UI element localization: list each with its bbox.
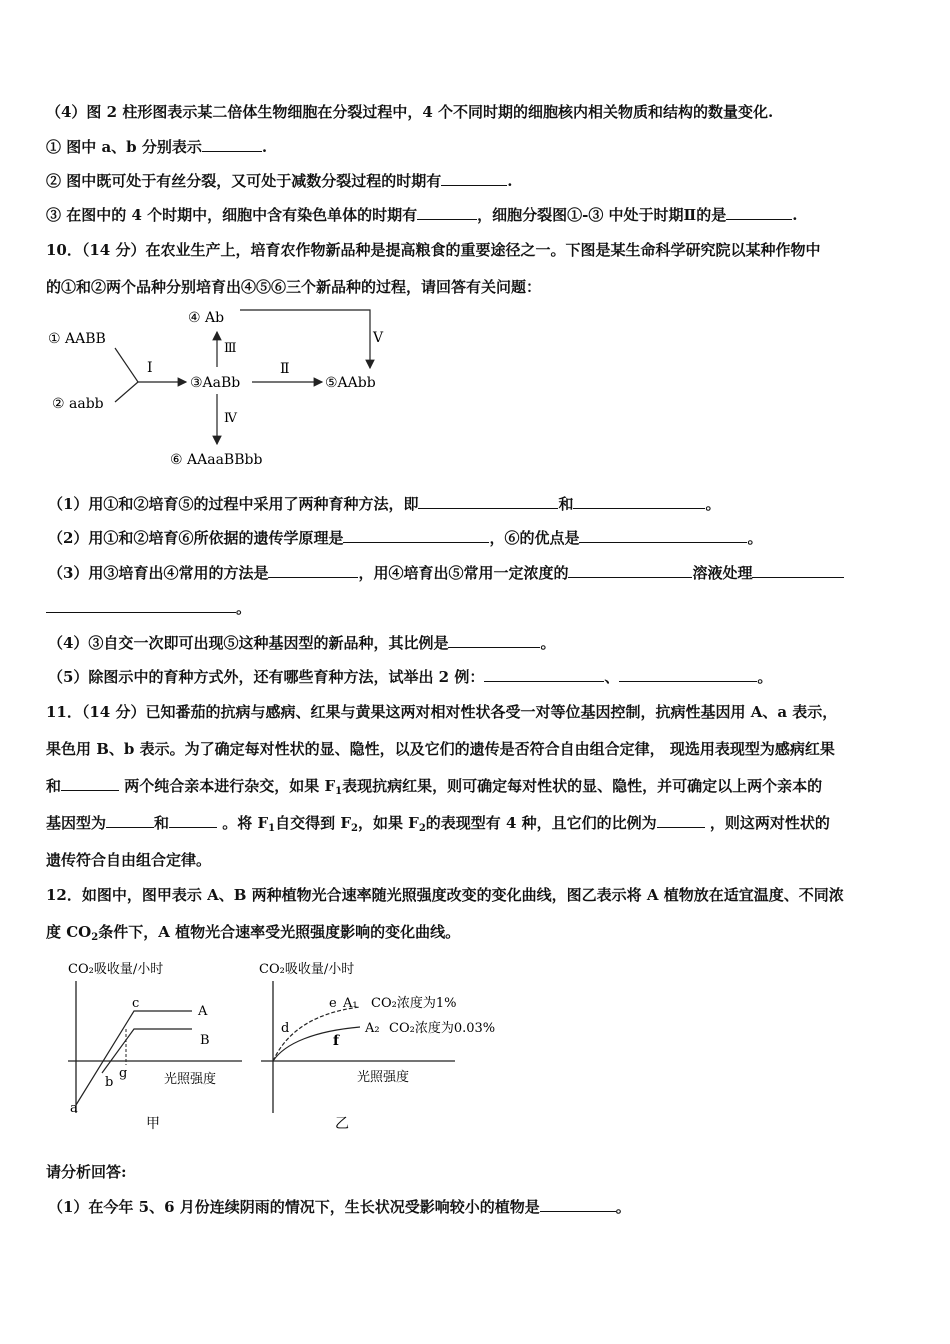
answer-blank[interactable] bbox=[484, 667, 604, 682]
answer-blank[interactable] bbox=[568, 563, 692, 578]
breeding-diagram bbox=[40, 300, 400, 472]
q10-sub3-end: 。 bbox=[236, 599, 252, 617]
q10-sub4-text: （4）③自交一次即可出现⑤这种基因型的新品种，其比例是 bbox=[48, 634, 449, 652]
yi-point-d: d bbox=[281, 1021, 290, 1036]
q11-line4-text: 基因型为 bbox=[46, 814, 107, 832]
q10-stem-line1: 10．（14 分）在农业生产上，培育农作物新品种是提高粮食的重要途径之一。下图是某生命科学研究院以某种作物中 bbox=[46, 241, 821, 259]
arrow-V bbox=[240, 310, 370, 368]
subscript: 1 bbox=[268, 823, 276, 834]
q9-line3-text: ③ 在图中的 4 个时期中，细胞中含有染色单体的时期有 bbox=[46, 206, 418, 224]
q10-sub3 bbox=[48, 563, 844, 583]
q9-line2-end: . bbox=[507, 172, 513, 190]
yi-A1: A₁ bbox=[343, 996, 358, 1011]
node-5: ⑤AAbb bbox=[325, 375, 376, 391]
jia-x-label: 光照强度 bbox=[164, 1072, 217, 1087]
jia-label-A: A bbox=[198, 1004, 208, 1019]
answer-blank[interactable] bbox=[441, 171, 507, 186]
q11-line3-text3: 表现抗病红果，则可确定每对性状的显、隐性，并可确定以上两个亲本的 bbox=[342, 777, 823, 795]
q10-sub3-text3: 溶液处理 bbox=[692, 564, 753, 582]
q11-line4-text4: ，如果 F bbox=[357, 814, 419, 832]
q10-sub4 bbox=[48, 633, 555, 653]
yi-point-f: f bbox=[333, 1033, 340, 1049]
jia-point-a: a bbox=[70, 1101, 78, 1116]
q11-line3 bbox=[46, 776, 822, 802]
q9-line2-text: ② 图中既可处于有丝分裂，又可处于减数分裂过程的时期有 bbox=[46, 172, 442, 190]
answer-blank[interactable] bbox=[726, 205, 792, 220]
q10-sub5 bbox=[48, 667, 772, 687]
q12-line1: 12．如图中，图甲表示 A、B 两种植物光合速率随光照强度改变的变化曲线，图乙表示将 A 植物放在适宜温度、不同浓 bbox=[46, 886, 844, 904]
q11-line1: 11．（14 分）已知番茄的抗病与感病、红果与黄果这两对相对性状各受一对等位基因控制，抗病性基因用 A、a 表示， bbox=[46, 703, 838, 721]
q10-sub5-sep: 、 bbox=[604, 668, 620, 686]
answer-blank[interactable] bbox=[448, 633, 540, 648]
node-2: ② aabb bbox=[52, 396, 104, 412]
yi-A2: A₂ bbox=[365, 1021, 380, 1036]
q9-line3-text2: ，细胞分裂图①-③ 中处于时期Ⅱ的是 bbox=[477, 206, 727, 224]
cross-line-1 bbox=[115, 348, 138, 382]
answer-blank[interactable] bbox=[46, 598, 236, 613]
answer-blank[interactable] bbox=[418, 494, 558, 509]
q9-line1-end: . bbox=[261, 138, 268, 156]
yi-A2-text: CO₂浓度为0.03% bbox=[389, 1021, 496, 1036]
answer-blank[interactable] bbox=[657, 813, 705, 828]
q12-prompt: 请分析回答: bbox=[46, 1163, 127, 1181]
step-IV: Ⅳ bbox=[224, 411, 237, 426]
subscript: 2 bbox=[418, 823, 426, 834]
jia-y-label: CO₂吸收量/小时 bbox=[68, 962, 164, 977]
q11-line4-text5: 的表现型有 4 种，且它们的比例为 bbox=[425, 814, 657, 832]
q10-sub2 bbox=[48, 528, 762, 548]
jia-point-g: g bbox=[119, 1066, 128, 1081]
answer-blank[interactable] bbox=[106, 813, 154, 828]
step-I: Ⅰ bbox=[147, 360, 153, 376]
jia-curve-B bbox=[102, 1029, 192, 1073]
answer-blank[interactable] bbox=[169, 813, 217, 828]
subscript: 2 bbox=[350, 823, 358, 834]
q10-stem-line2: 的①和②两个品种分别培育出④⑤⑥三个新品种的过程，请回答有关问题： bbox=[46, 278, 542, 296]
q9-line3-end: . bbox=[792, 206, 798, 224]
q11-line4-text2: 。将 F bbox=[222, 814, 269, 832]
answer-blank[interactable] bbox=[579, 528, 747, 543]
q12-line2 bbox=[46, 922, 460, 948]
answer-blank[interactable] bbox=[619, 667, 757, 682]
figure-yi bbox=[255, 955, 530, 1135]
jia-point-b: b bbox=[105, 1075, 114, 1090]
q10-sub5-text: （5）除图示中的育种方式外，还有哪些育种方法，试举出 2 例： bbox=[48, 668, 485, 686]
answer-blank[interactable] bbox=[573, 494, 705, 509]
q10-sub1-and: 和 bbox=[558, 495, 574, 513]
step-II: Ⅱ bbox=[280, 361, 290, 377]
q12-sub1 bbox=[48, 1197, 631, 1217]
jia-caption: 甲 bbox=[146, 1116, 160, 1132]
answer-blank[interactable] bbox=[268, 563, 358, 578]
answer-blank[interactable] bbox=[343, 528, 489, 543]
node-1: ① AABB bbox=[48, 331, 106, 347]
q10-sub4-end: 。 bbox=[540, 634, 556, 652]
step-III: Ⅲ bbox=[224, 341, 237, 356]
subscript: 2 bbox=[91, 932, 99, 943]
answer-blank[interactable] bbox=[752, 563, 844, 578]
step-V: Ⅴ bbox=[373, 330, 384, 346]
q12-sub1-text: （1）在今年 5、6 月份连续阴雨的情况下，生长状况受影响较小的植物是 bbox=[48, 1198, 540, 1216]
q9-line2 bbox=[46, 171, 512, 191]
q11-line4 bbox=[46, 813, 830, 839]
q10-sub1 bbox=[48, 494, 720, 514]
q9-line1 bbox=[46, 137, 267, 157]
yi-x-label: 光照强度 bbox=[357, 1070, 410, 1085]
q9-part4-stem: （4）图 2 柱形图表示某二倍体生物细胞在分裂过程中，4 个不同时期的细胞核内相关物质和结构的数量变化. bbox=[46, 103, 774, 121]
answer-blank[interactable] bbox=[202, 137, 262, 152]
q9-line1-text: ① 图中 a、b 分别表示 bbox=[46, 138, 202, 156]
yi-caption: 乙 bbox=[335, 1116, 349, 1132]
answer-blank[interactable] bbox=[540, 1197, 616, 1212]
q10-sub2-text: （2）用①和②培育⑥所依据的遗传学原理是 bbox=[48, 529, 344, 547]
q12-line2-text: 度 CO bbox=[46, 923, 92, 941]
yi-A1-text: CO₂浓度为1% bbox=[371, 996, 457, 1011]
node-6: ⑥ AAaaBBbb bbox=[170, 452, 263, 468]
q11-line3-text: 和 bbox=[46, 777, 62, 795]
figure-jia bbox=[62, 955, 252, 1135]
q10-sub2-text2: ，⑥的优点是 bbox=[489, 529, 580, 547]
q11-line4-text6: ，则这两对性状的 bbox=[709, 814, 830, 832]
answer-blank[interactable] bbox=[417, 205, 477, 220]
q9-line3 bbox=[46, 205, 797, 225]
q12-line2-text2: 条件下，A 植物光合速率受光照强度影响的变化曲线。 bbox=[98, 923, 461, 941]
q11-line3-text2: 两个纯合亲本进行杂交，如果 F bbox=[124, 777, 336, 795]
q10-sub3-text2: ，用④培育出⑤常用一定浓度的 bbox=[358, 564, 569, 582]
node-3: ③AaBb bbox=[190, 375, 241, 391]
q10-sub3-text: （3）用③培育出④常用的方法是 bbox=[48, 564, 269, 582]
q10-sub1-end: 。 bbox=[705, 495, 721, 513]
q10-sub5-end: 。 bbox=[757, 668, 773, 686]
yi-point-e: e bbox=[329, 996, 337, 1011]
yi-y-label: CO₂吸收量/小时 bbox=[259, 962, 355, 977]
subscript: 1 bbox=[335, 786, 343, 797]
q10-sub2-end: 。 bbox=[747, 529, 763, 547]
q12-sub1-end: 。 bbox=[615, 1198, 631, 1216]
jia-point-c: c bbox=[132, 996, 140, 1011]
q11-line4-and: 和 bbox=[154, 814, 170, 832]
node-4: ④ Ab bbox=[188, 310, 225, 326]
jia-label-B: B bbox=[200, 1033, 210, 1048]
q10-sub1-text: （1）用①和②培育⑤的过程中采用了两种育种方法，即 bbox=[48, 495, 419, 513]
q11-line5: 遗传符合自由组合定律。 bbox=[46, 851, 212, 869]
q10-sub3-cont bbox=[46, 598, 251, 618]
q11-line4-text3: 自交得到 F bbox=[275, 814, 351, 832]
cross-line-2 bbox=[115, 382, 138, 402]
answer-blank[interactable] bbox=[61, 776, 119, 791]
q11-line2: 果色用 B、b 表示。为了确定每对性状的显、隐性，以及它们的遗传是否符合自由组合定律， 现选用表现型为感病红果 bbox=[46, 740, 835, 758]
jia-curve-A bbox=[76, 1011, 192, 1105]
